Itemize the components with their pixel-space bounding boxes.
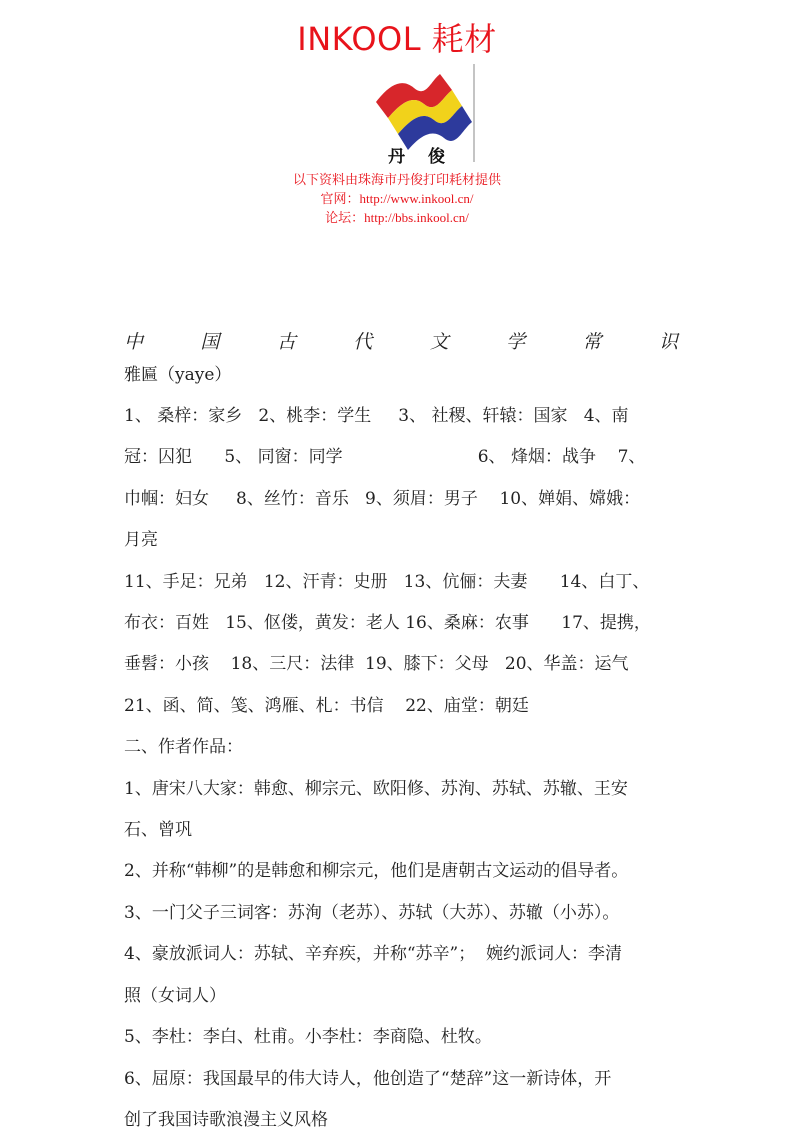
text-line: 创了我国诗歌浪漫主义风格 [124, 1109, 328, 1130]
text-line: 巾帼：妇女 8、丝竹：音乐 9、须眉：男子 10、婵娟、嫦娥： [124, 488, 641, 509]
title-char: 代 [353, 331, 373, 353]
document-body [124, 322, 678, 1141]
text-line: 6、屈原：我国最早的伟大诗人，他创造了“楚辞”这一新诗体，开 [124, 1068, 612, 1089]
text-line: 1、 桑梓：家乡 2、桃李：学生 3、 社稷、轩辕：国家 4、南 [124, 406, 629, 426]
text-line: 冠：囚犯 5、 同窗：同学 6、 烽烟：战争 7、 [124, 447, 646, 468]
text-line: 石、曾巩 [124, 820, 192, 841]
title-char: 学 [506, 331, 526, 353]
text-line: 垂髫：小孩 18、三尺：法律 19、膝下：父母 20、华盖：运气 [124, 654, 629, 675]
text-line: 11、手足：兄弟 12、汗青：史册 13、伉俪：夫妻 14、白丁、 [124, 571, 650, 592]
info-line-website[interactable]: 官网：http://www.inkool.cn/ [320, 191, 474, 206]
document-title [124, 322, 678, 362]
text-line: 月亮 [124, 530, 158, 551]
title-char: 识 [658, 331, 678, 353]
text-line: 3、一门父子三词客：苏洵（老苏）、苏轼（大苏）、苏辙（小苏）。 [124, 902, 620, 923]
title-char: 国 [200, 331, 220, 353]
text-line: 2、并称“韩柳”的是韩愈和柳宗元，他们是唐朝古文运动的倡导者。 [124, 861, 629, 882]
text-line: 二、作者作品： [124, 737, 243, 758]
document-subtitle: 雅匾（yaye） [124, 365, 232, 385]
text-line: 1、唐宋八大家：韩愈、柳宗元、欧阳修、苏洵、苏轼、苏辙、王安 [124, 778, 628, 799]
text-line: 21、函、简、笺、鸿雁、札：书信 22、庙堂：朝廷 [124, 695, 529, 716]
title-char: 常 [582, 331, 602, 353]
title-char: 中 [124, 331, 144, 353]
text-line: 布衣：百姓 15、伛偻，黄发：老人 16、桑麻：农事 17、提携， [124, 613, 651, 634]
document-lines [124, 396, 678, 1141]
text-line: 照（女词人） [124, 985, 226, 1006]
logo-char-left: 丹 [388, 147, 405, 167]
text-line: 5、李杜：李白、杜甫。小李杜：李商隐、杜牧。 [124, 1027, 492, 1048]
danjun-logo-graphic [370, 62, 478, 172]
logo-char-right: 俊 [428, 147, 445, 167]
text-line: 4、豪放派词人：苏轼、辛弃疾，并称“苏辛”； 婉约派词人：李清 [124, 944, 623, 965]
brand-title: INKOOL 耗材 [297, 20, 497, 58]
danjun-logo [370, 62, 478, 172]
title-char: 古 [276, 331, 296, 353]
info-line-forum[interactable]: 论坛：http://bbs.inkool.cn/ [325, 210, 469, 225]
info-line-provider: 以下资料由珠海市丹俊打印耗材提供 [292, 172, 501, 187]
title-char: 文 [429, 331, 449, 353]
